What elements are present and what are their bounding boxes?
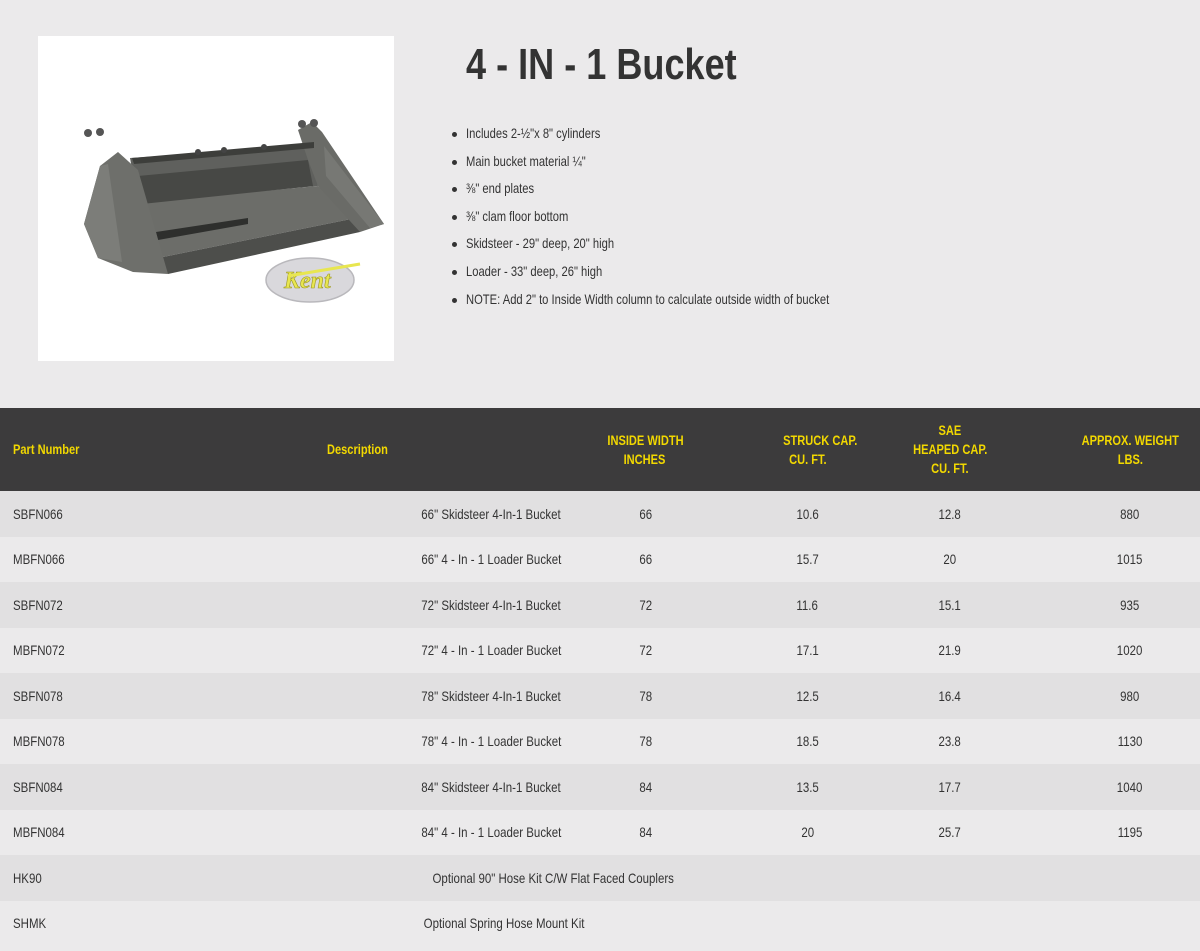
cell-part-number: MBFN078 <box>13 733 65 750</box>
cell-struck-cap: 15.7 <box>796 551 819 568</box>
cell-weight: 1040 <box>1117 778 1143 795</box>
cell-inside-width: 72 <box>639 642 653 659</box>
cell-struck-cap <box>745 901 840 947</box>
feature-item: Skidsteer - 29" deep, 20" high <box>452 230 920 258</box>
cell-description: 78" Skidsteer 4-In-1 Bucket <box>421 687 561 704</box>
cell-weight: 980 <box>1120 687 1140 704</box>
cell-part-number: MBFN066 <box>13 551 65 568</box>
table-row <box>0 901 1200 947</box>
cell-weight: 1195 <box>1117 824 1143 841</box>
cell-heaped-cap: 21.9 <box>938 642 962 659</box>
cell-description: 66" Skidsteer 4-In-1 Bucket <box>421 505 561 522</box>
table-row <box>0 673 1200 719</box>
cell-part-number: MBFN072 <box>13 642 65 659</box>
cell-heaped-cap: 17.7 <box>938 778 962 795</box>
feature-item: Includes 2-½"x 8" cylinders <box>452 120 920 148</box>
col-header-struck-cap: STRUCK CAP. CU. FT. <box>783 432 858 467</box>
cell-weight <box>1060 855 1200 901</box>
cell-description: Optional Spring Hose Mount Kit <box>423 915 585 932</box>
cell-heaped-cap: 15.1 <box>938 596 962 613</box>
feature-list <box>452 120 920 313</box>
cell-struck-cap <box>745 855 840 901</box>
cell-struck-cap: 11.6 <box>796 596 819 613</box>
feature-item: Main bucket material ¼" <box>452 148 920 176</box>
cell-description: 72" 4 - In - 1 Loader Bucket <box>421 642 562 659</box>
page-title: 4 - IN - 1 Bucket <box>466 40 737 89</box>
cell-part-number: SBFN078 <box>13 687 63 704</box>
table-row <box>0 810 1200 856</box>
cell-part-number: SHMK <box>13 915 47 932</box>
cell-inside-width: 84 <box>639 778 653 795</box>
cell-description: 84" 4 - In - 1 Loader Bucket <box>421 824 562 841</box>
cell-description: 66" 4 - In - 1 Loader Bucket <box>421 551 562 568</box>
cell-weight: 1015 <box>1117 551 1143 568</box>
cell-heaped-cap <box>840 901 1060 947</box>
table-row <box>0 764 1200 810</box>
product-image <box>38 36 394 361</box>
cell-heaped-cap: 16.4 <box>938 687 962 704</box>
spec-table <box>0 408 1200 946</box>
cell-part-number: SBFN072 <box>13 596 63 613</box>
table-row <box>0 491 1200 537</box>
cell-part-number: SBFN066 <box>13 505 63 522</box>
cell-weight: 1130 <box>1117 733 1143 750</box>
feature-item: ⅜" clam floor bottom <box>452 203 920 231</box>
svg-text:Kent: Kent <box>284 268 331 294</box>
cell-part-number: SBFN084 <box>13 778 63 795</box>
col-header-part-number: Part Number <box>13 442 80 457</box>
cell-inside-width: 72 <box>639 596 653 613</box>
cell-heaped-cap: 23.8 <box>938 733 962 750</box>
feature-item: ⅜" end plates <box>452 175 920 203</box>
cell-description: 78" 4 - In - 1 Loader Bucket <box>421 733 562 750</box>
cell-struck-cap: 13.5 <box>796 778 819 795</box>
cell-description: 72" Skidsteer 4-In-1 Bucket <box>421 596 561 613</box>
cell-struck-cap: 17.1 <box>796 642 819 659</box>
table-row <box>0 537 1200 583</box>
cell-weight: 1020 <box>1117 642 1143 659</box>
cell-part-number: MBFN084 <box>13 824 65 841</box>
table-header-row <box>0 408 1200 491</box>
col-header-weight: APPROX. WEIGHT LBS. <box>1081 432 1179 467</box>
cell-part-number: HK90 <box>13 869 42 886</box>
cell-inside-width: 66 <box>639 505 653 522</box>
col-header-inside-width: INSIDE WIDTH INCHES <box>606 432 684 467</box>
cell-heaped-cap: 12.8 <box>938 505 962 522</box>
cell-heaped-cap: 20 <box>943 551 957 568</box>
cell-weight <box>1060 901 1200 947</box>
cell-struck-cap: 20 <box>801 824 814 841</box>
table-row <box>0 628 1200 674</box>
feature-item: Loader - 33" deep, 26" high <box>452 258 920 286</box>
table-row <box>0 582 1200 628</box>
cell-heaped-cap: 25.7 <box>938 824 962 841</box>
cell-inside-width: 84 <box>639 824 653 841</box>
col-header-description: Description <box>327 442 388 457</box>
cell-weight: 880 <box>1120 505 1140 522</box>
cell-weight: 935 <box>1120 596 1140 613</box>
feature-item: NOTE: Add 2" to Inside Width column to calculate outside width of bucket <box>452 286 920 314</box>
bucket-illustration-icon <box>38 36 394 361</box>
cell-description: Optional 90" Hose Kit C/W Flat Faced Couplers <box>432 869 674 886</box>
product-header-section <box>0 0 1200 408</box>
cell-inside-width: 66 <box>639 551 653 568</box>
table-row <box>0 855 1200 901</box>
cell-inside-width: 78 <box>639 733 653 750</box>
table-row <box>0 719 1200 765</box>
cell-struck-cap: 12.5 <box>796 687 819 704</box>
col-header-heaped-cap: SAE HEAPED CAP. CU. FT. <box>912 423 988 476</box>
cell-struck-cap: 10.6 <box>796 505 819 522</box>
cell-struck-cap: 18.5 <box>796 733 819 750</box>
cell-heaped-cap <box>840 855 1060 901</box>
cell-inside-width: 78 <box>639 687 653 704</box>
cell-description: 84" Skidsteer 4-In-1 Bucket <box>421 778 561 795</box>
